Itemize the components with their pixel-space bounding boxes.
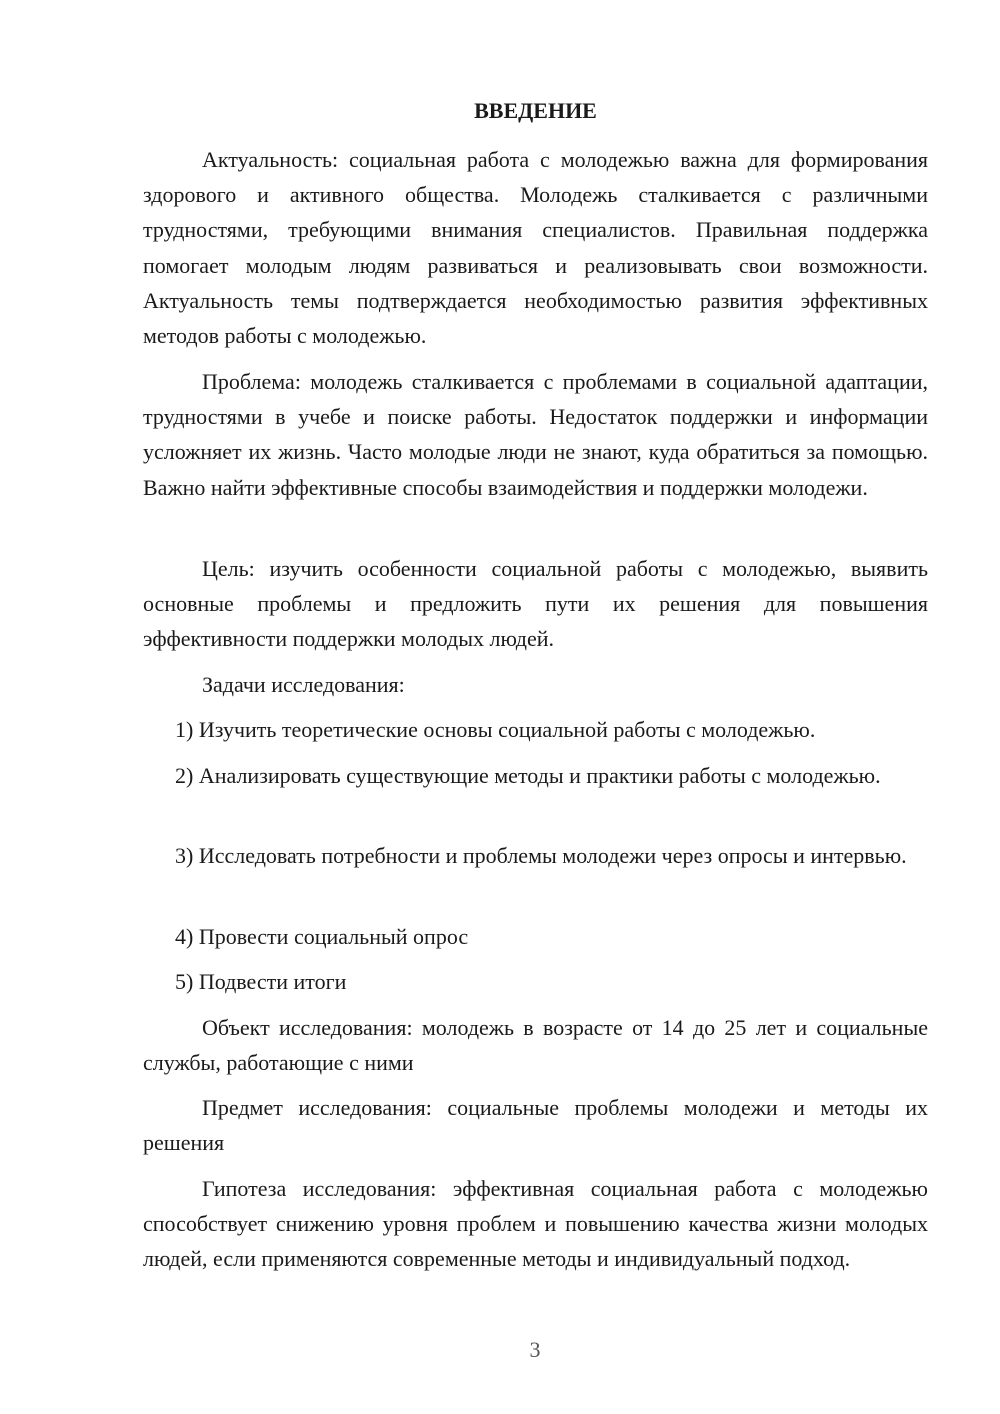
task-item-4: 4) Провести социальный опрос [175,924,469,949]
paragraph-subject: Предмет исследования: социальные проблемы молодежи и методы их решения [143,1095,928,1156]
page-title: ВВЕДЕНИЕ [474,98,597,123]
page-number: 3 [529,1337,541,1362]
paragraph-object: Объект исследования: молодежь в возрасте от 14 до 25 лет и социальные службы, работающие с ними [143,1015,928,1076]
task-item-1: 1) Изучить теоретические основы социальной работы с молодежью. [175,717,816,742]
task-item-5: 5) Подвести итоги [175,969,347,994]
paragraph-goal: Цель: изучить особенности социальной работы с молодежью, выявить основные проблемы и предложить пути их решения для повышения эффективности поддержки молодых людей. [143,556,928,652]
tasks-title: Задачи исследования: [202,672,405,697]
paragraph-hypothesis: Гипотеза исследования: эффективная социальная работа с молодежью способствует снижению уровня проблем и повышению качества жизни молодых людей, если применяются современные методы и индивидуальный подход. [143,1176,928,1272]
task-item-2: 2) Анализировать существующие методы и практики работы с молодежью. [175,763,881,788]
paragraph-problem: Проблема: молодежь сталкивается с проблемами в социальной адаптации, трудностями в учебе и поиске работы. Недостаток поддержки и информации усложняет их жизнь. Часто молодые люди не знают, куда обратиться за помощью. Важно найти эффективные способы взаимодействия и поддержки молодежи. [143,369,928,500]
paragraph-relevance: Актуальность: социальная работа с молодежью важна для формирования здорового и активного общества. Молодежь сталкивается с различными трудностями, требующими внимания специалистов. Правильная поддержка помогает молодым людям развиваться и реализовывать свои возможности. Актуальность темы подтверждается необходимостью развития эффективных методов работы с молодежью. [143,147,928,349]
task-item-3: 3) Исследовать потребности и проблемы молодежи через опросы и интервью. [175,843,907,868]
